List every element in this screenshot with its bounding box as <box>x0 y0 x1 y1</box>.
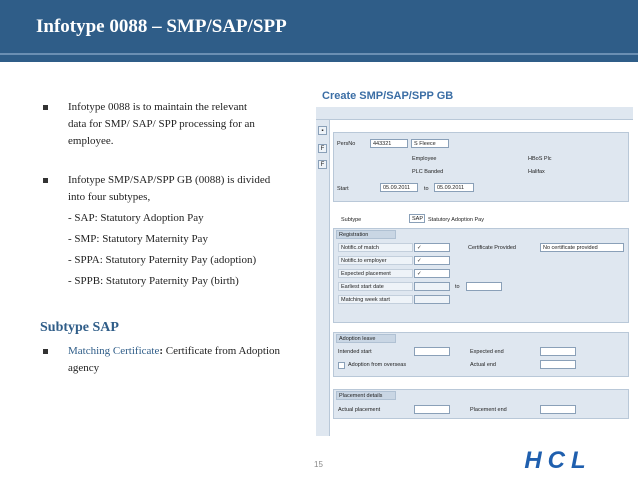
sap-toolbar <box>316 107 633 120</box>
start-label: Start <box>337 186 349 192</box>
notific-employer-field[interactable]: ✓ <box>414 256 450 265</box>
adoption-leave-panel <box>333 332 629 377</box>
subtype-label: Subtype <box>341 217 362 223</box>
end-date-field[interactable]: 05.09.2011 <box>434 183 474 192</box>
bullet-square-icon <box>43 105 48 110</box>
matching-week-label: Matching week start <box>338 295 413 304</box>
to-label: to <box>455 284 460 290</box>
earliest-end-field[interactable] <box>466 282 502 291</box>
expected-placement-field[interactable]: ✓ <box>414 269 450 278</box>
slide-title: Infotype 0088 – SMP/SAP/SPP <box>36 16 287 37</box>
header-rule <box>0 53 638 55</box>
bullet-square-icon <box>43 349 48 354</box>
header-panel <box>333 132 629 202</box>
plc-value: Halifax <box>528 169 545 175</box>
matching-certificate-text: Certificate from Adoption <box>163 345 280 357</box>
subtype-text: Statutory Adoption Pay <box>428 217 484 223</box>
actual-end-field[interactable] <box>540 360 576 369</box>
earliest-start-label: Earliest start date <box>338 282 413 291</box>
subtype-line: - SPPB: Statutory Paternity Pay (birth) <box>68 275 239 287</box>
expected-end-label: Expected end <box>470 349 504 355</box>
page-number: 15 <box>314 460 323 469</box>
hcl-logo-text: HCL <box>524 447 592 471</box>
sap-screenshot <box>316 88 633 436</box>
bullet-text <box>68 343 310 360</box>
registration-panel <box>333 228 629 323</box>
actual-placement-field[interactable] <box>414 405 450 414</box>
hcl-logo <box>498 447 618 471</box>
certificate-provided-select[interactable]: No certificate provided <box>540 243 624 252</box>
name-field: S Fleece <box>411 139 449 148</box>
certificate-provided-label: Certificate Provided <box>468 245 516 251</box>
employee-value: HBoS Plc <box>528 156 552 162</box>
start-date-field[interactable]: 05.09.2011 <box>380 183 418 192</box>
intended-start-field[interactable] <box>414 347 450 356</box>
notific-match-field[interactable]: ✓ <box>414 243 450 252</box>
notific-match-label: Notific.of match <box>338 243 413 252</box>
persno-field[interactable]: 443321 <box>370 139 408 148</box>
placement-details-header: Placement details <box>336 391 396 400</box>
lock-icon[interactable]: ▪ <box>318 126 327 135</box>
expected-placement-label: Expected placement <box>338 269 413 278</box>
to-label: to <box>424 186 429 192</box>
colon: : <box>159 345 163 357</box>
side-button-f[interactable]: F <box>318 144 327 153</box>
side-button-f[interactable]: F <box>318 160 327 169</box>
subtype-field[interactable]: SAP <box>409 214 425 223</box>
registration-header: Registration <box>336 230 396 239</box>
earliest-start-field[interactable] <box>414 282 450 291</box>
bullet-text: agency <box>68 362 100 374</box>
employee-label: Employee <box>412 156 437 162</box>
expected-end-field[interactable] <box>540 347 576 356</box>
plc-label: PLC Banded <box>412 169 444 175</box>
placement-end-field[interactable] <box>540 405 576 414</box>
bullet-item <box>40 99 310 150</box>
bullet-text: Infotype 0088 is to maintain the relevant <box>68 101 248 113</box>
subtype-line: - SMP: Statutory Maternity Pay <box>68 233 208 245</box>
actual-end-label: Actual end <box>470 362 496 368</box>
bullet-item <box>40 172 310 290</box>
bullet-list <box>40 99 310 302</box>
bullet-text: data for SMP/ SAP/ SPP processing for an <box>68 118 255 130</box>
bullet-text: employee. <box>68 135 114 147</box>
subtype-heading: Subtype SAP <box>40 320 119 335</box>
bullet-square-icon <box>43 178 48 183</box>
subtype-line: - SPPA: Statutory Paternity Pay (adoption) <box>68 254 257 266</box>
bullet-text: into four subtypes, <box>68 191 151 203</box>
from-overseas-label: Adoption from overseas <box>348 362 407 368</box>
actual-placement-label: Actual placement <box>338 407 381 413</box>
sap-screen-title: Create SMP/SAP/SPP GB <box>322 90 454 102</box>
matching-certificate-label: Matching Certificate <box>68 345 160 357</box>
sap-left-strip <box>316 120 330 436</box>
intended-start-label: Intended start <box>338 349 372 355</box>
matching-week-field[interactable] <box>414 295 450 304</box>
bullet-text: Infotype SMP/SAP/SPP GB (0088) is divided <box>68 174 271 186</box>
notific-employer-label: Notific.to employer <box>338 256 413 265</box>
subtype-line: - SAP: Statutory Adoption Pay <box>68 212 204 224</box>
placement-details-panel <box>333 389 629 419</box>
from-overseas-checkbox[interactable] <box>338 362 345 369</box>
adoption-leave-header: Adoption leave <box>336 334 396 343</box>
placement-end-label: Placement end <box>470 407 507 413</box>
slide-header <box>0 0 638 62</box>
bullet-item <box>40 343 310 377</box>
persno-label: PersNo <box>337 141 356 147</box>
